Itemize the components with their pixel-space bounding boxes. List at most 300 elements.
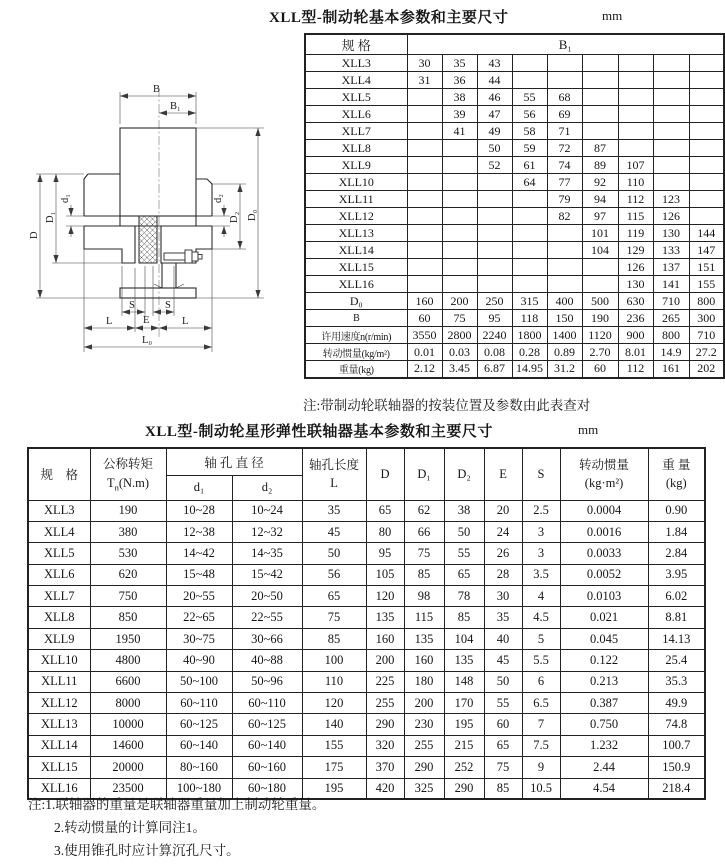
table1-unit-label: mm [602,8,623,23]
table2-cell: 200 [366,650,404,671]
table2-cell: 225 [366,671,404,692]
table1-row-label: XLL6 [305,106,407,123]
table2-cell: 60~140 [166,735,232,756]
footnote-3: 3.使用锥孔时应计算沉孔尺寸。 [54,843,240,858]
table2-spec-cell: XLL13 [28,714,90,735]
table2-cell: 170 [444,693,484,714]
table2-cell: 12~32 [232,521,302,542]
table1-row-label: D₀ [305,293,407,310]
table1-cell [407,174,442,191]
table1-cell: 79 [547,191,582,208]
table2-cell: 35 [302,500,366,521]
table1-row [305,327,724,344]
table2-cell: 55 [484,693,522,714]
table1-row [305,191,724,208]
table2-cell: 50~100 [166,671,232,692]
dim-label-L-right: L [182,316,189,327]
table2-row [28,693,705,714]
table2-spec-cell: XLL9 [28,628,90,649]
table2-cell: 2.84 [648,543,705,564]
table1-cell [442,208,477,225]
table2-cell: 530 [90,543,166,564]
table1-cell: 1120 [582,327,618,344]
table1-row [305,344,724,361]
table2-cell: 1.232 [560,735,648,756]
table2-cell: 60 [484,714,522,735]
table1-cell: 110 [618,174,653,191]
table1-cell: 400 [547,293,582,310]
table2-cell: 10000 [90,714,166,735]
table1-cell [618,55,653,72]
table2-spec-cell: XLL14 [28,735,90,756]
table2-row [28,543,705,564]
table1-cell: 710 [653,293,689,310]
table1-cell: 141 [653,276,689,293]
dim-label-E: E [143,315,150,326]
dim-label-D2: D₂ [229,211,240,223]
table1-cell [407,157,442,174]
table2-cell: 620 [90,564,166,585]
table1-cell [512,55,547,72]
table1-cell: 265 [653,310,689,327]
table2-cell: 60~110 [166,693,232,714]
table1-cell [689,157,724,174]
table1-cell: 35 [442,55,477,72]
table2-cell: 60~125 [166,714,232,735]
table1-cell: 236 [618,310,653,327]
table2-cell: 0.90 [648,500,705,521]
table1-cell [582,89,618,106]
table1-cell: 56 [512,106,547,123]
table1-cell [407,106,442,123]
table1-cell: 8.01 [618,344,653,361]
table2-cell: 3.5 [522,564,560,585]
table2-cell: 60~180 [232,778,302,799]
table2-cell: 0.387 [560,693,648,714]
table2-cell: 0.0103 [560,586,648,607]
table2-cell: 5 [522,628,560,649]
table1-cell [512,276,547,293]
table1-cell: 47 [477,106,512,123]
table2-row [28,714,705,735]
dim-label-L-left: L [106,316,113,327]
table2-cell: 66 [404,521,444,542]
table2-cell: 10~24 [232,500,302,521]
table1-cell: 38 [442,89,477,106]
table2-cell: 190 [90,500,166,521]
table1-cell: 123 [653,191,689,208]
table2-cell: 110 [302,671,366,692]
table1-cell [407,140,442,157]
table1-cell: 31.2 [547,361,582,378]
table2-cell: 30~75 [166,628,232,649]
table1-cell: 71 [547,123,582,140]
table2-cell: 14600 [90,735,166,756]
table1-cell [407,225,442,242]
table1-row-label: XLL14 [305,242,407,259]
table2-cell: 0.0004 [560,500,648,521]
table2-spec-cell: XLL4 [28,521,90,542]
table2-cell: 195 [444,714,484,735]
table1-cell: 129 [618,242,653,259]
table2-cell: 10.5 [522,778,560,799]
table2-cell: 60~160 [232,757,302,778]
table1-cell: 50 [477,140,512,157]
footnotes [28,793,325,862]
table1-cell: 800 [653,327,689,344]
table1-row-label: XLL11 [305,191,407,208]
table1-cell [582,72,618,89]
table1-cell [547,276,582,293]
table2-cell: 4.5 [522,607,560,628]
table1-cell: 151 [689,259,724,276]
table1-cell [689,140,724,157]
table1-cell: 200 [442,293,477,310]
table2-cell: 60~125 [232,714,302,735]
table2-cell: 255 [366,693,404,714]
table1-cell: 2800 [442,327,477,344]
table2-row [28,586,705,607]
table2-d1-header: d₁ [166,475,232,500]
dim-label-D1: D₁ [45,211,56,223]
table1-cell [547,242,582,259]
dim-label-S-left: S [129,300,135,311]
table1-cell [547,259,582,276]
table2-cell: 215 [444,735,484,756]
table1-cell [477,191,512,208]
table2-cell: 14~42 [166,543,232,564]
table2-cell: 23500 [90,778,166,799]
table2-cell: 4.54 [560,778,648,799]
table2-spec-header: 规 格 [28,448,90,500]
table1-cell: 87 [582,140,618,157]
table2-spec-cell: XLL11 [28,671,90,692]
table1-cell: 2.70 [582,344,618,361]
star-coupling-table [27,447,706,800]
table2-cell: 62 [404,500,444,521]
table2-cell: 20000 [90,757,166,778]
table2-spec-cell: XLL6 [28,564,90,585]
table1-cell [407,208,442,225]
table1-cell [618,89,653,106]
table2-cell: 104 [444,628,484,649]
table2-cell: 30 [484,586,522,607]
table1-cell [442,174,477,191]
table2-bore-len-header: 轴孔长度 L [302,448,366,500]
table1-cell: 500 [582,293,618,310]
table1-cell [689,89,724,106]
table2-cell: 7 [522,714,560,735]
table2-cell: 50~96 [232,671,302,692]
table2-cell: 135 [366,607,404,628]
table1-cell: 60 [582,361,618,378]
table1-row [305,106,724,123]
table2-cell: 40~90 [166,650,232,671]
table2-cell: 290 [444,778,484,799]
table1-cell [547,225,582,242]
table2-spec-cell: XLL5 [28,543,90,564]
table1-cell: 14.95 [512,361,547,378]
table1-cell: 630 [618,293,653,310]
table1-cell [582,55,618,72]
table2-cell: 30~66 [232,628,302,649]
table2-cell: 15~48 [166,564,232,585]
table1-row [305,174,724,191]
table2-cell: 180 [404,671,444,692]
table2-cell: 105 [366,564,404,585]
table2-cell: 95 [366,543,404,564]
table1-cell [582,106,618,123]
table1-row-label: XLL7 [305,123,407,140]
table2-cell: 65 [444,564,484,585]
table2-row [28,757,705,778]
table2-cell: 6.02 [648,586,705,607]
table1-cell: 60 [407,310,442,327]
table1-row-label: XLL9 [305,157,407,174]
table1-cell: 55 [512,89,547,106]
table1-cell: 14.9 [653,344,689,361]
table2-cell: 26 [484,543,522,564]
table1-cell: 800 [689,293,724,310]
table2-cell: 9 [522,757,560,778]
table1-cell [407,259,442,276]
table2-E-header: E [484,448,522,500]
table1-cell: 118 [512,310,547,327]
table1-cell [477,208,512,225]
table1-cell [582,259,618,276]
table1-cell [547,55,582,72]
table1-cell [477,174,512,191]
table2-cell: 45 [302,521,366,542]
table1-cell: 49 [477,123,512,140]
table1-cell: 150 [547,310,582,327]
table1-cell: 126 [618,259,653,276]
table1-cell [653,140,689,157]
table1-cell: 0.28 [512,344,547,361]
table1-row [305,123,724,140]
table2-cell: 7.5 [522,735,560,756]
table1-cell: 6.87 [477,361,512,378]
table2-cell: 38 [444,500,484,521]
table1-cell [512,191,547,208]
table1-cell [653,89,689,106]
table2-inertia-header: 转动惯量 (kg·m²) [560,448,648,500]
table1-cell [407,276,442,293]
dim-label-S-right: S [165,300,171,311]
table1-cell: 130 [653,225,689,242]
table2-cell: 8.81 [648,607,705,628]
table1-cell [689,72,724,89]
table1-cell: 130 [618,276,653,293]
table2-cell: 85 [302,628,366,649]
table2-cell: 115 [404,607,444,628]
brake-wheel-b1-table [304,33,725,379]
table1-cell: 0.03 [442,344,477,361]
table1-row-label: XLL10 [305,174,407,191]
table2-cell: 20~50 [232,586,302,607]
table1-cell: 82 [547,208,582,225]
table1-cell: 202 [689,361,724,378]
dim-label-L0: L₀ [142,335,153,346]
table1-b1-header: B₁ [407,34,724,55]
table2-cell: 14~35 [232,543,302,564]
table1-cell: 710 [689,327,724,344]
table2-cell: 150.9 [648,757,705,778]
table1-cell: 74 [547,157,582,174]
table1-cell [442,140,477,157]
table2-cell: 78 [444,586,484,607]
bolt [164,250,202,263]
dim-label-D0: D₀ [247,209,258,221]
table1-cell [512,72,547,89]
table1-cell [442,191,477,208]
table2-cell: 49.9 [648,693,705,714]
table1-cell [653,157,689,174]
table2-cell: 75 [484,757,522,778]
table2-cell: 175 [302,757,366,778]
table2-cell: 55 [444,543,484,564]
table1-cell [442,225,477,242]
dim-label-D: D [29,231,40,239]
table1-cell [689,208,724,225]
footnote-2: 2.转动惯量的计算同注1。 [54,820,206,835]
table2-cell: 290 [366,714,404,735]
table2-cell: 40~88 [232,650,302,671]
table1-title: XLL型-制动轮基本参数和主要尺寸 [269,10,509,26]
table1-cell: 190 [582,310,618,327]
table1-cell [689,123,724,140]
table1-cell: 161 [653,361,689,378]
table2-D1-header: D₁ [404,448,444,500]
table2-unit-label: mm [578,422,599,437]
table1-cell [407,191,442,208]
table1-cell: 155 [689,276,724,293]
table2-cell: 420 [366,778,404,799]
table2-cell: 80 [366,521,404,542]
table1-cell: 41 [442,123,477,140]
table1-cell: 52 [477,157,512,174]
table1-cell: 44 [477,72,512,89]
table1-cell [442,242,477,259]
table2-cell: 85 [444,607,484,628]
table1-cell: 59 [512,140,547,157]
table2-cell: 850 [90,607,166,628]
table1-cell: 0.89 [547,344,582,361]
table1-cell: 94 [582,191,618,208]
table1-cell: 68 [547,89,582,106]
table1-cell: 160 [407,293,442,310]
table1-cell: 30 [407,55,442,72]
table2-cell: 10~28 [166,500,232,521]
table2-cell: 370 [366,757,404,778]
table1-cell: 77 [547,174,582,191]
table2-cell: 50 [444,521,484,542]
table2-spec-cell: XLL3 [28,500,90,521]
table1-cell [618,72,653,89]
table1-cell: 89 [582,157,618,174]
table2-torque-header: 公称转矩 $T_n(N.m)$ [90,448,166,500]
table2-cell: 380 [90,521,166,542]
brake-drum [120,128,196,298]
table1-row-label: XLL12 [305,208,407,225]
table2-cell: 14.13 [648,628,705,649]
table1-row [305,89,724,106]
table2-cell: 28 [484,564,522,585]
table1-cell: 69 [547,106,582,123]
table1-header-row [305,34,724,55]
table2-spec-cell: XLL7 [28,586,90,607]
table1-cell: 3550 [407,327,442,344]
table2-cell: 0.213 [560,671,648,692]
table1-cell [582,276,618,293]
table1-row-label: XLL13 [305,225,407,242]
table2-cell: 20~55 [166,586,232,607]
table2-row [28,500,705,521]
table2-cell: 100~180 [166,778,232,799]
table1-row [305,361,724,378]
table2-cell: 0.0033 [560,543,648,564]
table1-cell [407,123,442,140]
table2-d2-header: d₂ [232,475,302,500]
table1-row-label: XLL8 [305,140,407,157]
table2-cell: 65 [366,500,404,521]
table1-cell: 36 [442,72,477,89]
table1-cell: 144 [689,225,724,242]
table2-cell: 50 [302,543,366,564]
table1-cell: 0.08 [477,344,512,361]
table2-spec-cell: XLL15 [28,757,90,778]
table2-cell: 0.0016 [560,521,648,542]
dim-label-d2: d₂ [213,194,224,203]
table2-cell: 0.750 [560,714,648,735]
table1-cell [689,106,724,123]
table2-cell: 75 [302,607,366,628]
table2-cell: 50 [484,671,522,692]
table1-cell [618,123,653,140]
table2-cell: 3 [522,521,560,542]
table1-cell: 1800 [512,327,547,344]
table1-row [305,310,724,327]
table1-cell: 43 [477,55,512,72]
table2-cell: 325 [404,778,444,799]
table2-cell: 140 [302,714,366,735]
table2-cell: 35.3 [648,671,705,692]
table1-row [305,140,724,157]
table2-S-header: S [522,448,560,500]
table1-cell: 46 [477,89,512,106]
table1-cell [653,106,689,123]
table1-cell: 3.45 [442,361,477,378]
table2-cell: 0.021 [560,607,648,628]
table2-cell: 120 [366,586,404,607]
table1-cell: 900 [618,327,653,344]
table1-cell: 112 [618,361,653,378]
coupling-drawing [26,76,298,376]
table2-cell: 255 [404,735,444,756]
table1-cell: 147 [689,242,724,259]
table2-cell: 22~55 [232,607,302,628]
table2-cell: 290 [404,757,444,778]
table1-cell [512,259,547,276]
table1-cell: 115 [618,208,653,225]
table1-cell: 31 [407,72,442,89]
table2-row [28,628,705,649]
table2-cell: 4800 [90,650,166,671]
table1-cell [477,242,512,259]
table1-cell [689,174,724,191]
dim-label-d1: d₁ [60,194,71,203]
table2-cell: 200 [404,693,444,714]
